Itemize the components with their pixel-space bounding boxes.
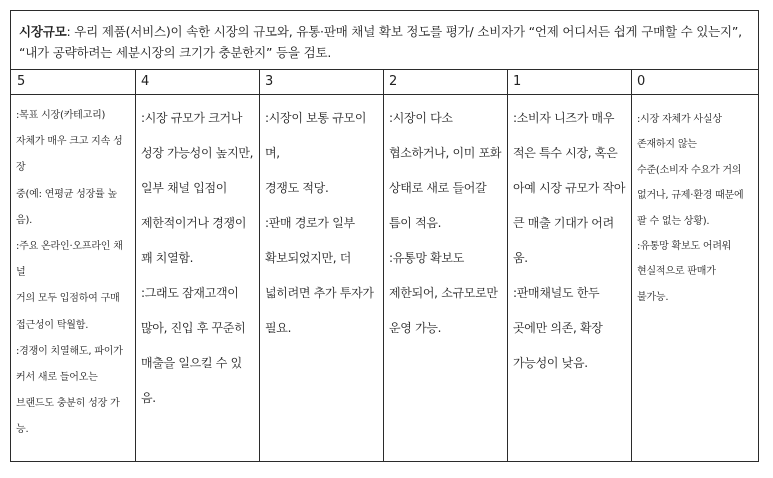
level-0-cell [632, 95, 758, 461]
level-1-description: :소비자 니즈가 매우 적은 특수 시장, 혹은 아예 시장 규모가 작아 큰 매출 기대가 어려움. :판매채널도 한두 곳에만 의존, 확장 가능성이 낮음. [513, 111, 626, 370]
score-4: 4 [141, 74, 150, 89]
criterion-title: 시장규모 [19, 24, 67, 39]
score-5: 5 [17, 74, 26, 89]
level-2-description: :시장이 다소 협소하거나, 이미 포화 상태로 새로 들어갈 틈이 적음. :유통망 확보도 제한되어, 소규모로만 운영 가능. [389, 111, 502, 335]
score-0: 0 [637, 74, 646, 89]
level-3-description: :시장이 보통 규모이며, 경쟁도 적당. :판매 경로가 일부 확보되었지만, 더 넓히려면 추가 투자가 필요. [265, 111, 374, 335]
score-1: 1 [513, 74, 522, 89]
level-4-description: :시장 규모가 크거나 성장 가능성이 높지만, 일부 채널 입점이 제한적이거나 경쟁이 꽤 치열함. :그래도 잠재고객이 많아, 진입 후 꾸준히 매출을 일으킬 수 있음. [141, 111, 254, 405]
criterion-description: : 우리 제품(서비스)이 속한 시장의 규모와, 유통·판매 채널 확보 정도를 평가/ 소비자가 “언제 어디서든 쉽게 구매할 수 있는지”, “내가 공략하려는 세분시장의 크기가 충분한지” 등을 검토. [19, 24, 742, 60]
score-header-row [11, 70, 758, 95]
level-1-cell [508, 95, 631, 461]
rubric-header [11, 11, 758, 70]
level-5-description: :목표 시장(카테고리) 자체가 매우 크고 지속 성장 중(예: 연평균 성장률 높음). :주요 온라인·오프라인 채널 거의 모두 입점하여 구매 접근성이 탁월함. :경쟁이 치열해도, 파이가 커서 새로 들어오는 브랜드도 충분히 성장 가능. [16, 110, 123, 436]
level-3-cell [260, 95, 383, 461]
level-5-cell [11, 95, 135, 461]
score-2: 2 [389, 74, 398, 89]
market-size-rubric-table [10, 10, 759, 462]
level-2-cell [384, 95, 507, 461]
level-0-description: :시장 자체가 사실상 존재하지 않는 수준(소비자 수요가 거의 없거나, 규제·환경 때문에 팔 수 없는 상황). :유통망 확보도 어려워 현실적으로 판매가 불가능. [637, 114, 744, 303]
level-4-cell [136, 95, 259, 461]
score-3: 3 [265, 74, 274, 89]
